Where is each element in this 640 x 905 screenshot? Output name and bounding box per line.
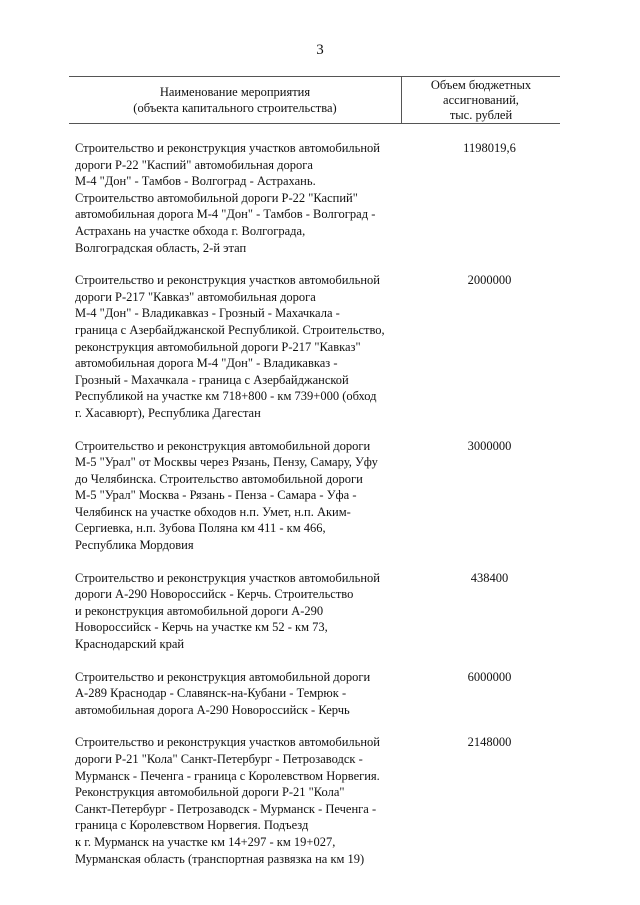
project-name: Строительство и реконструкция участков автомобильной дороги Р-217 "Кавказ" автомобильная дорога М-4 "Дон" - Владикавказ - Грозный - Махачкала - граница с Азербайджанской Республикой. Строительство, реконструкция автомобильной дороги Р-217 "Кавказ" автомобильная дорога М-4 "Дон" - Владикавказ - Грозный - Махачкала - граница с Азербайджанской Республикой на участке км 718+800 - км 739+000 (обход г. Хасавюрт), Республика Дагестан	[75, 273, 385, 420]
project-name: Строительство и реконструкция автомобильной дороги М-5 "Урал" от Москвы через Рязань, Пензу, Самару, Уфу до Челябинска. Строительство автомобильной дороги М-5 "Урал" Москва - Рязань - Пенза - Самара - Уфа - Челябинск на участке обходов н.п. Умет, н.п. Аким- Сергиевка, н.п. Зубова Поляна км 411 - км 466, Республика Мордовия	[75, 438, 378, 553]
budget-amount: 2000000	[467, 273, 512, 288]
table-body	[69, 124, 560, 867]
table-row	[69, 734, 560, 867]
budget-amount: 2148000	[467, 735, 512, 750]
budget-amount: 6000000	[467, 669, 512, 684]
project-name: Строительство и реконструкция участков автомобильной дороги Р-21 "Кола" Санкт-Петербург - Петрозаводск - Мурманск - Печенга - граница с Королевством Норвегия. Реконструкция автомобильной дороги Р-21 "Кола" Санкт-Петербург - Петрозаводск - Мурманск - Печенга - граница с Королевством Норвегия. Подъезд к г. Мурманск на участке км 14+297 - км 19+027, Мурманская область (транспортная развязка на км 19)	[75, 735, 380, 866]
table-row	[69, 438, 560, 554]
budget-amount: 1198019,6	[463, 141, 516, 155]
budget-amount: 3000000	[467, 438, 512, 453]
project-name: Строительство и реконструкция автомобильной дороги А-289 Краснодар - Славянск-на-Кубани - Темрюк - автомобильная дорога А-290 Новороссийск - Керчь	[75, 669, 371, 717]
project-name: Строительство и реконструкция участков автомобильной дороги Р-22 "Каспий" автомобильная дорога М-4 "Дон" - Тамбов - Волгоград - Астрахань. Строительство автомобильной дороги Р-22 "Каспий" автомобильная дорога М-4 "Дон" - Тамбов - Волгоград - Астрахань на участке обхода г. Волгограда, Волгоградская область, 2-й этап	[75, 141, 380, 255]
header-amount-column: Объем бюджетных ассигнований, тыс. рублей	[430, 77, 532, 122]
table-row	[69, 140, 560, 256]
table-row	[69, 669, 560, 719]
budget-table	[69, 76, 560, 883]
header-name-column: Наименование мероприятия (объекта капитального строительства)	[69, 77, 402, 123]
page-number: 3	[316, 42, 324, 58]
project-name: Строительство и реконструкция участков автомобильной дороги А-290 Новороссийск - Керчь. Строительство и реконструкция автомобильной дороги А-290 Новороссийск - Керчь на участке км 52 - км 73, Краснодарский край	[75, 570, 380, 652]
budget-amount: 438400	[470, 570, 509, 585]
table-header	[69, 76, 560, 124]
table-row	[69, 272, 560, 421]
table-row	[69, 570, 560, 653]
